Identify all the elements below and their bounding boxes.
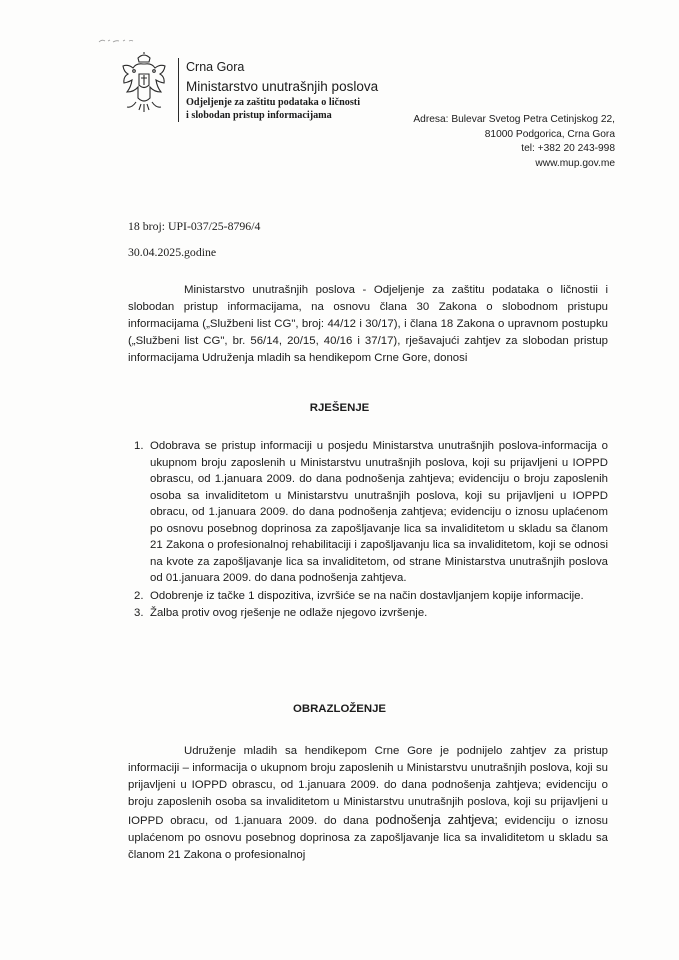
website-link[interactable]: www.mup.gov.me bbox=[535, 157, 615, 169]
decision-item-text: Odobrava se pristup informaciji u posjedu Ministarstva unutrašnjih poslova-informacija o ukupnom broju zaposlenih u Ministarstvu unutrašnjih poslova, koji su prijavljeni u IOPPD obrascu, od 1.januara 2009. do dana podnošenja zahtjeva; evidenciju o broju zaposlenih osoba sa invaliditetom u Ministarstvu unutrašnjih poslova, koji su prijavljeni u IOPPD obracu, od 1.januara 2009. do dana podnošenja zahtjeva; evidenciju o iznosu uplaćenom po osnovu posebnog doprinosa za zapošljavanje lica sa invaliditetom u skladu sa članom 21 Zakona o profesionalnoj rehabilitaciji i zapošljavanju lica sa invaliditetom, koji se odnosi na kvote za zapošljavanje lica sa invaliditetom, od strane Ministarstva unutrašnjih poslova od 01.januara 2009. do dana podnošenja zahtjeva. bbox=[150, 440, 608, 584]
decision-item-number: 3. bbox=[134, 607, 144, 619]
ministry-name: Ministarstvo unutrašnjih poslova bbox=[186, 79, 379, 94]
reference-number: 18 broj: UPI-037/25-8796/4 bbox=[128, 219, 261, 233]
coat-of-arms-icon bbox=[119, 52, 169, 114]
department-line-2: i slobodan pristup informacijama bbox=[186, 109, 332, 121]
decision-list bbox=[128, 438, 608, 623]
intro-paragraph bbox=[128, 282, 608, 367]
document-date: 30.04.2025.godine bbox=[128, 245, 217, 259]
contact-block bbox=[413, 113, 615, 171]
explanation-heading: OBRAZLOŽENJE bbox=[292, 703, 387, 715]
phone-number: tel: +382 20 243-998 bbox=[521, 143, 615, 154]
decision-item-text: Žalba protiv ovog rješenje ne odlaže njegovo izvršenje. bbox=[150, 607, 428, 619]
explanation-text-1: Udruženje mladih sa hendikepom Crne Gore je podnijelo zahtjev za pristup informaciji – informacija o ukupnom broju zaposlenih u Ministarstvu unutrašnjih poslova, koji su prijavljeni u IOPPD obrascu, od 1.januara 2009. do dana podnošenja zahtjeva; evidenciju o broju zaposlenih osoba sa invaliditetom u Ministarstvu unutrašnjih poslova, koji su prijavljeni u IOPPD obracu, od 1.januara 2009. do dana bbox=[128, 745, 608, 827]
address-line-1: Adresa: Bulevar Svetog Petra Cetinjskog 22, bbox=[413, 114, 615, 125]
address-line-2: 81000 Podgorica, Crna Gora bbox=[484, 128, 615, 140]
scan-mark bbox=[98, 38, 134, 44]
explanation-paragraph bbox=[128, 743, 608, 864]
decision-heading: RJEŠENJE bbox=[309, 402, 370, 414]
decision-item-3 bbox=[128, 605, 608, 622]
explanation-text-3: evidenciju o iznosu uplaćenom po osnovu posebnog doprinosa za zapošljavanje lica sa invaliditetom u skladu sa članom 21 Zakona o profesionalnoj bbox=[128, 815, 609, 861]
decision-item-2 bbox=[128, 588, 608, 605]
decision-item-number: 2. bbox=[134, 589, 144, 602]
decision-item-1 bbox=[128, 438, 608, 587]
department-line-1: Odjeljenje za zaštitu podataka o ličnosti bbox=[186, 97, 361, 108]
header-divider bbox=[178, 58, 179, 122]
country-name: Crna Gora bbox=[186, 60, 245, 74]
intro-text: Ministarstvo unutrašnjih poslova - Odjeljenje za zaštitu podataka o ličnostii i slobodan pristup informacijama, na osnovu člana 30 Zakona o slobodnom pristupu informacijama („Službeni list CG", broj: 44/12 i 30/17), i člana 18 Zakona o upravnom postupku („Službeni list CG", br. 56/14, 20/15, 40/16 i 37/17), rješavajući zahtjev za slobodan pristup informacijama Udruženja mladih sa hendikepom Crne Gore, donosi bbox=[128, 284, 608, 364]
explanation-text-2: podnošenja zahtjeva; bbox=[375, 812, 498, 827]
decision-item-text: Odobrenje iz tačke 1 dispozitiva, izvršiće se na način dostavljanjem kopije informacije. bbox=[150, 589, 584, 602]
decision-item-number: 1. bbox=[134, 440, 144, 452]
department-name bbox=[186, 97, 360, 122]
